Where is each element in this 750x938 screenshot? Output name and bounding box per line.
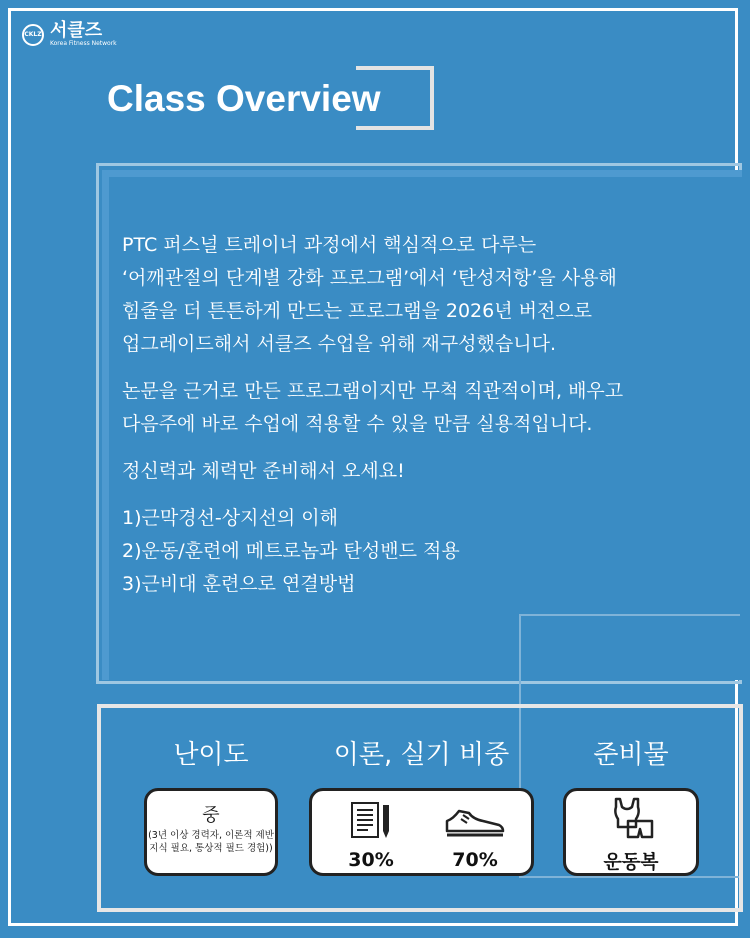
page-title: Class Overview [107, 78, 381, 119]
sneaker-icon [443, 801, 507, 841]
items-card [563, 788, 699, 876]
practice-value: 70% [452, 849, 498, 871]
brand-tagline: Korea Fitness Network [50, 40, 117, 47]
theory-value: 30% [348, 849, 394, 871]
difficulty-level: 중 [202, 805, 220, 826]
difficulty-card [144, 788, 278, 876]
items-value: 운동복 [603, 851, 659, 873]
ratio-label: 이론, 실기 비중 [333, 740, 510, 770]
difficulty-note: (3년 이상 경력자, 이론적 제반 지식 필요, 통상적 필드 경험)) [148, 830, 274, 854]
brand-logo [22, 22, 117, 47]
list-item: 2)운동/훈련에 메트로놈과 탄성밴드 적용 [122, 540, 460, 562]
items-label: 준비물 [593, 740, 669, 770]
curriculum-list [122, 502, 722, 601]
brand-badge-icon: CKLZ [22, 24, 44, 46]
document-pen-icon [348, 801, 394, 841]
intro-paragraph-1: PTC 퍼스널 트레이너 과정에서 핵심적으로 다루는 ‘어깨관절의 단계별 강화 프로그램’에서 ‘탄성저항’을 사용해 힘줄을 더 튼튼하게 만드는 프로그램을 2026년 버전으로 업그레이드해서 서클즈 수업을 위해 재구성했습니다. [122, 234, 617, 355]
intro-paragraph-3: 정신력과 체력만 준비해서 오세요! [122, 460, 405, 482]
list-item: 1)근막경선-상지선의 이해 [122, 507, 338, 529]
intro-paragraph-2: 논문을 근거로 만든 프로그램이지만 무척 직관적이며, 배우고 다음주에 바로 수업에 적용할 수 있을 만큼 실용적입니다. [122, 380, 624, 435]
list-item: 3)근비대 훈련으로 연결방법 [122, 573, 356, 595]
brand-name: 서클즈 [50, 20, 103, 41]
intro-text [122, 229, 722, 615]
ratio-card [309, 788, 534, 876]
theory-column [326, 801, 416, 871]
difficulty-label: 난이도 [173, 740, 249, 770]
sportswear-icon [606, 797, 656, 839]
practice-column [430, 801, 520, 871]
